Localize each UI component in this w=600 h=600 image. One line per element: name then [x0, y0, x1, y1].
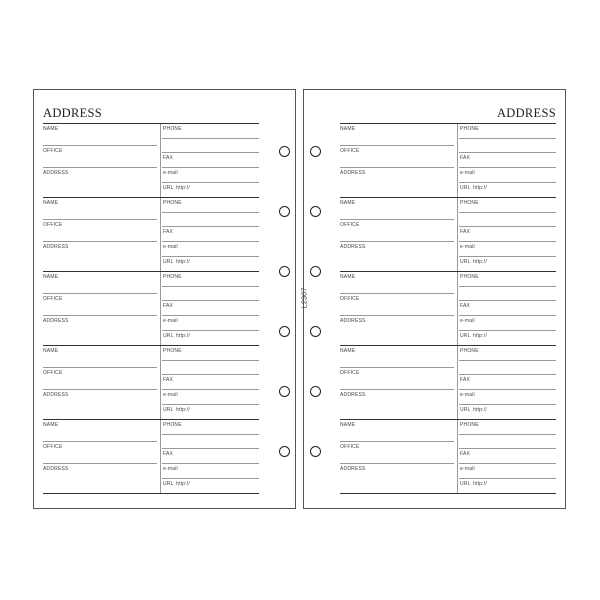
write-in-line: [43, 293, 157, 294]
url-label: URL: [460, 407, 471, 413]
email-label: e-mail: [163, 170, 178, 176]
name-label: NAME: [43, 126, 59, 132]
column-divider: [457, 272, 458, 345]
binder-hole: [310, 446, 321, 457]
office-label: OFFICE: [340, 444, 360, 450]
write-in-line: [162, 389, 259, 390]
write-in-line: [162, 212, 259, 213]
entry-separator-line: [43, 419, 259, 420]
write-in-line: [340, 145, 454, 146]
write-in-line: [340, 441, 454, 442]
name-label: NAME: [340, 200, 356, 206]
write-in-line: [340, 293, 454, 294]
write-in-line: [459, 478, 556, 479]
address-label: ADDRESS: [43, 392, 69, 398]
write-in-line: [162, 478, 259, 479]
url-prefix-label: http://: [473, 185, 487, 191]
url-label: URL: [163, 259, 174, 265]
phone-label: PHONE: [163, 126, 182, 132]
write-in-line: [459, 256, 556, 257]
write-in-line: [340, 367, 454, 368]
email-label: e-mail: [460, 318, 475, 324]
write-in-line: [459, 226, 556, 227]
address-label: ADDRESS: [340, 244, 366, 250]
write-in-line: [459, 300, 556, 301]
entry-separator-line: [43, 493, 259, 494]
office-label: OFFICE: [340, 148, 360, 154]
column-divider: [160, 272, 161, 345]
write-in-line: [459, 360, 556, 361]
entry-separator-line: [340, 345, 556, 346]
write-in-line: [43, 315, 157, 316]
phone-label: PHONE: [163, 422, 182, 428]
write-in-line: [162, 360, 259, 361]
phone-label: PHONE: [163, 348, 182, 354]
write-in-line: [340, 389, 454, 390]
write-in-line: [162, 256, 259, 257]
product-code: L2307: [299, 287, 309, 309]
write-in-line: [162, 138, 259, 139]
url-prefix-label: http://: [473, 259, 487, 265]
write-in-line: [340, 315, 454, 316]
phone-label: PHONE: [460, 126, 479, 132]
url-prefix-label: http://: [473, 481, 487, 487]
binder-hole: [310, 326, 321, 337]
entry-separator-line: [43, 197, 259, 198]
column-divider: [457, 124, 458, 197]
phone-label: PHONE: [460, 422, 479, 428]
address-label: ADDRESS: [43, 466, 69, 472]
email-label: e-mail: [460, 466, 475, 472]
write-in-line: [162, 463, 259, 464]
write-in-line: [162, 330, 259, 331]
write-in-line: [162, 404, 259, 405]
write-in-line: [459, 152, 556, 153]
office-label: OFFICE: [340, 296, 360, 302]
url-prefix-label: http://: [473, 407, 487, 413]
fax-label: FAX: [163, 303, 174, 309]
write-in-line: [162, 434, 259, 435]
write-in-line: [162, 182, 259, 183]
column-divider: [160, 420, 161, 493]
write-in-line: [459, 167, 556, 168]
url-prefix-label: http://: [176, 481, 190, 487]
write-in-line: [459, 434, 556, 435]
name-label: NAME: [43, 348, 59, 354]
email-label: e-mail: [460, 170, 475, 176]
entry-separator-line: [43, 123, 259, 124]
entry-separator-line: [43, 271, 259, 272]
url-prefix-label: http://: [176, 259, 190, 265]
column-divider: [160, 198, 161, 271]
fax-label: FAX: [460, 229, 471, 235]
fax-label: FAX: [460, 377, 471, 383]
name-label: NAME: [43, 200, 59, 206]
name-label: NAME: [340, 126, 356, 132]
url-label: URL: [163, 407, 174, 413]
entry-separator-line: [340, 271, 556, 272]
entry-separator-line: [340, 123, 556, 124]
column-divider: [457, 420, 458, 493]
write-in-line: [162, 152, 259, 153]
phone-label: PHONE: [163, 200, 182, 206]
phone-label: PHONE: [460, 200, 479, 206]
url-label: URL: [460, 333, 471, 339]
left-page-title: ADDRESS: [43, 106, 103, 120]
address-label: ADDRESS: [340, 170, 366, 176]
write-in-line: [162, 300, 259, 301]
binder-hole: [310, 266, 321, 277]
office-label: OFFICE: [43, 296, 63, 302]
write-in-line: [459, 374, 556, 375]
address-label: ADDRESS: [340, 318, 366, 324]
write-in-line: [162, 374, 259, 375]
fax-label: FAX: [460, 155, 471, 161]
entry-separator-line: [43, 345, 259, 346]
write-in-line: [43, 219, 157, 220]
url-label: URL: [163, 185, 174, 191]
phone-label: PHONE: [163, 274, 182, 280]
email-label: e-mail: [163, 244, 178, 250]
write-in-line: [43, 241, 157, 242]
write-in-line: [162, 167, 259, 168]
write-in-line: [459, 389, 556, 390]
binder-hole: [310, 206, 321, 217]
write-in-line: [459, 212, 556, 213]
write-in-line: [459, 138, 556, 139]
url-label: URL: [163, 481, 174, 487]
address-label: ADDRESS: [340, 466, 366, 472]
url-label: URL: [460, 481, 471, 487]
write-in-line: [43, 441, 157, 442]
fax-label: FAX: [163, 155, 174, 161]
email-label: e-mail: [163, 466, 178, 472]
write-in-line: [459, 315, 556, 316]
office-label: OFFICE: [43, 444, 63, 450]
fax-label: FAX: [163, 229, 174, 235]
email-label: e-mail: [460, 392, 475, 398]
column-divider: [457, 198, 458, 271]
write-in-line: [43, 167, 157, 168]
write-in-line: [340, 219, 454, 220]
write-in-line: [43, 145, 157, 146]
fax-label: FAX: [163, 377, 174, 383]
write-in-line: [43, 367, 157, 368]
address-label: ADDRESS: [43, 244, 69, 250]
binder-hole: [279, 266, 290, 277]
url-prefix-label: http://: [473, 333, 487, 339]
write-in-line: [43, 389, 157, 390]
write-in-line: [459, 330, 556, 331]
write-in-line: [43, 463, 157, 464]
binder-hole: [279, 446, 290, 457]
office-label: OFFICE: [43, 222, 63, 228]
write-in-line: [162, 286, 259, 287]
url-label: URL: [460, 259, 471, 265]
fax-label: FAX: [460, 451, 471, 457]
column-divider: [160, 124, 161, 197]
phone-label: PHONE: [460, 348, 479, 354]
write-in-line: [162, 226, 259, 227]
write-in-line: [459, 241, 556, 242]
binder-hole: [279, 326, 290, 337]
url-label: URL: [163, 333, 174, 339]
write-in-line: [340, 463, 454, 464]
write-in-line: [162, 241, 259, 242]
column-divider: [457, 346, 458, 419]
name-label: NAME: [43, 422, 59, 428]
name-label: NAME: [340, 422, 356, 428]
entry-separator-line: [340, 493, 556, 494]
office-label: OFFICE: [340, 222, 360, 228]
url-prefix-label: http://: [176, 333, 190, 339]
name-label: NAME: [340, 348, 356, 354]
email-label: e-mail: [460, 244, 475, 250]
phone-label: PHONE: [460, 274, 479, 280]
fax-label: FAX: [163, 451, 174, 457]
address-label: ADDRESS: [43, 170, 69, 176]
write-in-line: [340, 167, 454, 168]
binder-hole: [279, 146, 290, 157]
fax-label: FAX: [460, 303, 471, 309]
email-label: e-mail: [163, 318, 178, 324]
email-label: e-mail: [163, 392, 178, 398]
write-in-line: [459, 448, 556, 449]
office-label: OFFICE: [43, 370, 63, 376]
write-in-line: [459, 182, 556, 183]
entry-separator-line: [340, 419, 556, 420]
binder-hole: [310, 386, 321, 397]
name-label: NAME: [340, 274, 356, 280]
write-in-line: [162, 315, 259, 316]
name-label: NAME: [43, 274, 59, 280]
binder-hole: [279, 206, 290, 217]
url-prefix-label: http://: [176, 185, 190, 191]
column-divider: [160, 346, 161, 419]
office-label: OFFICE: [340, 370, 360, 376]
write-in-line: [459, 463, 556, 464]
write-in-line: [162, 448, 259, 449]
entry-separator-line: [340, 197, 556, 198]
address-label: ADDRESS: [340, 392, 366, 398]
url-label: URL: [460, 185, 471, 191]
office-label: OFFICE: [43, 148, 63, 154]
write-in-line: [459, 286, 556, 287]
address-label: ADDRESS: [43, 318, 69, 324]
binder-hole: [279, 386, 290, 397]
binder-hole: [310, 146, 321, 157]
right-page-title: ADDRESS: [496, 106, 556, 120]
url-prefix-label: http://: [176, 407, 190, 413]
write-in-line: [340, 241, 454, 242]
write-in-line: [459, 404, 556, 405]
